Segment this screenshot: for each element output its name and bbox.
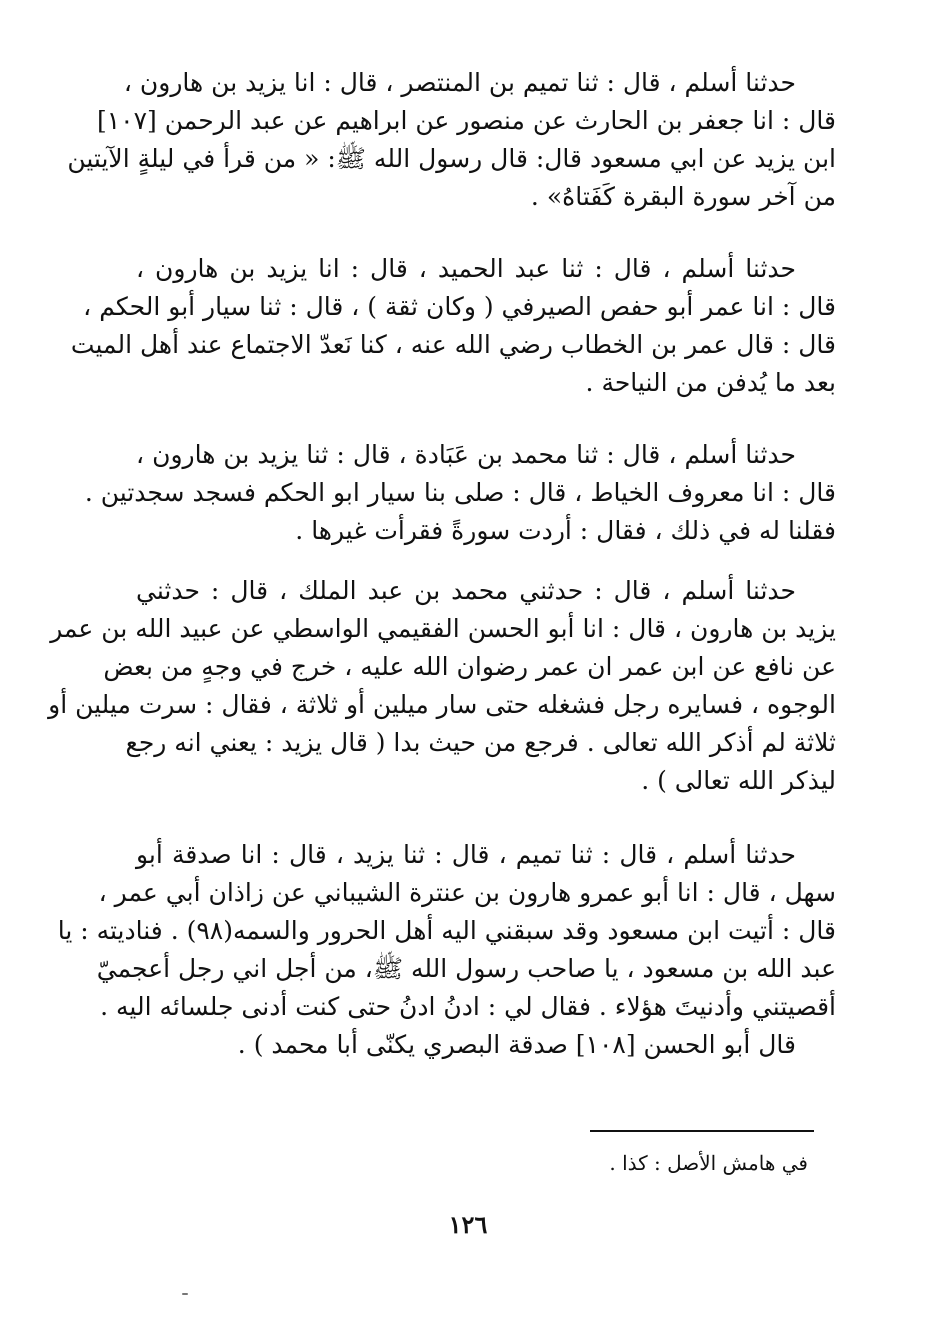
text-line: حدثنا أسلم ، قال : حدثني محمد بن عبد الملك ، قال : حدثني xyxy=(136,576,796,605)
text-line: قال : قال عمر بن الخطاب رضي الله عنه ، كنا نَعدّ الاجتماع عند أهل الميت xyxy=(70,330,836,359)
text-line: فقلنا له في ذلك ، فقال : أردت سورةً فقرأت غيرها . xyxy=(295,516,836,545)
text-line: حدثنا أسلم ، قال : ثنا تميم ، قال : ثنا يزيد ، قال : انا صدقة أبو xyxy=(136,840,796,869)
text-line: ابن يزيد عن ابي مسعود قال: قال رسول الله ﷺ: « من قرأ في ليلةٍ الآيتين xyxy=(67,144,836,173)
text-line: حدثنا أسلم ، قال : ثنا عبد الحميد ، قال : انا يزيد بن هارون ، xyxy=(136,254,796,283)
text-line: سهل ، قال : انا أبو عمرو هارون بن عنترة الشيباني عن زاذان أبي عمر ، xyxy=(98,878,836,907)
text-line: الوجوه ، فسايره رجل فشغله حتى سار ميلين أو ثلاثة ، فقال : سرت ميلين أو xyxy=(48,690,836,719)
scan-speck xyxy=(182,1293,188,1295)
text-line: من آخر سورة البقرة كَفَتاهُ» . xyxy=(530,182,836,211)
paragraph-1 xyxy=(67,64,836,216)
paragraph-5 xyxy=(57,836,836,1064)
page-number: ١٢٦ xyxy=(448,1210,488,1239)
paragraph-3 xyxy=(84,436,836,550)
text-line: قال : انا جعفر بن الحارث عن منصور عن ابراهيم عن عبد الرحمن [١٠٧] xyxy=(96,106,836,135)
text-line: قال : انا عمر أبو حفص الصيرفي ( وكان ثقة ) ، قال : ثنا سيار أبو الحكم ، xyxy=(83,292,836,321)
text-line: قال أبو الحسن [١٠٨] صدقة البصري يكنّى أبا محمد ) . xyxy=(237,1030,796,1059)
text-line: بعد ما يُدفن من النياحة . xyxy=(585,368,836,397)
text-line: ثلاثة لم أذكر الله تعالى . فرجع من حيث بدا ( قال يزيد : يعني انه رجع xyxy=(125,728,836,757)
text-line: عن نافع عن ابن عمر ان عمر رضوان الله عليه ، خرج في وجهٍ من بعض xyxy=(103,652,836,681)
text-line: قال : أتيت ابن مسعود وقد سبقني اليه أهل الحرور والسمه(٩٨) . فناديته : يا xyxy=(57,916,836,945)
footnote-divider xyxy=(590,1130,814,1132)
text-line: أقصيتني وأدنيتَ هؤلاء . فقال لي : ادنُ ادنُ حتى كنت أدنى جلسائه اليه . xyxy=(100,992,836,1021)
text-line: حدثنا أسلم ، قال : ثنا محمد بن عَبَادة ، قال : ثنا يزيد بن هارون ، xyxy=(136,440,796,469)
text-line: قال : انا معروف الخياط ، قال : صلى بنا سيار ابو الحكم فسجد سجدتين . xyxy=(84,478,836,507)
text-line: عبد الله بن مسعود ، يا صاحب رسول الله ﷺ، من أجل اني رجل أعجميّ xyxy=(96,954,836,983)
text-line: ليذكر الله تعالى ) . xyxy=(641,766,836,795)
footnote: في هامش الأصل : كذا . xyxy=(609,1151,808,1175)
text-line: حدثنا أسلم ، قال : ثنا تميم بن المنتصر ، قال : انا يزيد بن هارون ، xyxy=(123,68,796,97)
text-line: يزيد بن هارون ، قال : انا أبو الحسن الفقيمي الواسطي عن عبيد الله بن عمر xyxy=(50,614,836,643)
paragraph-4 xyxy=(48,572,836,800)
paragraph-2 xyxy=(70,250,836,402)
